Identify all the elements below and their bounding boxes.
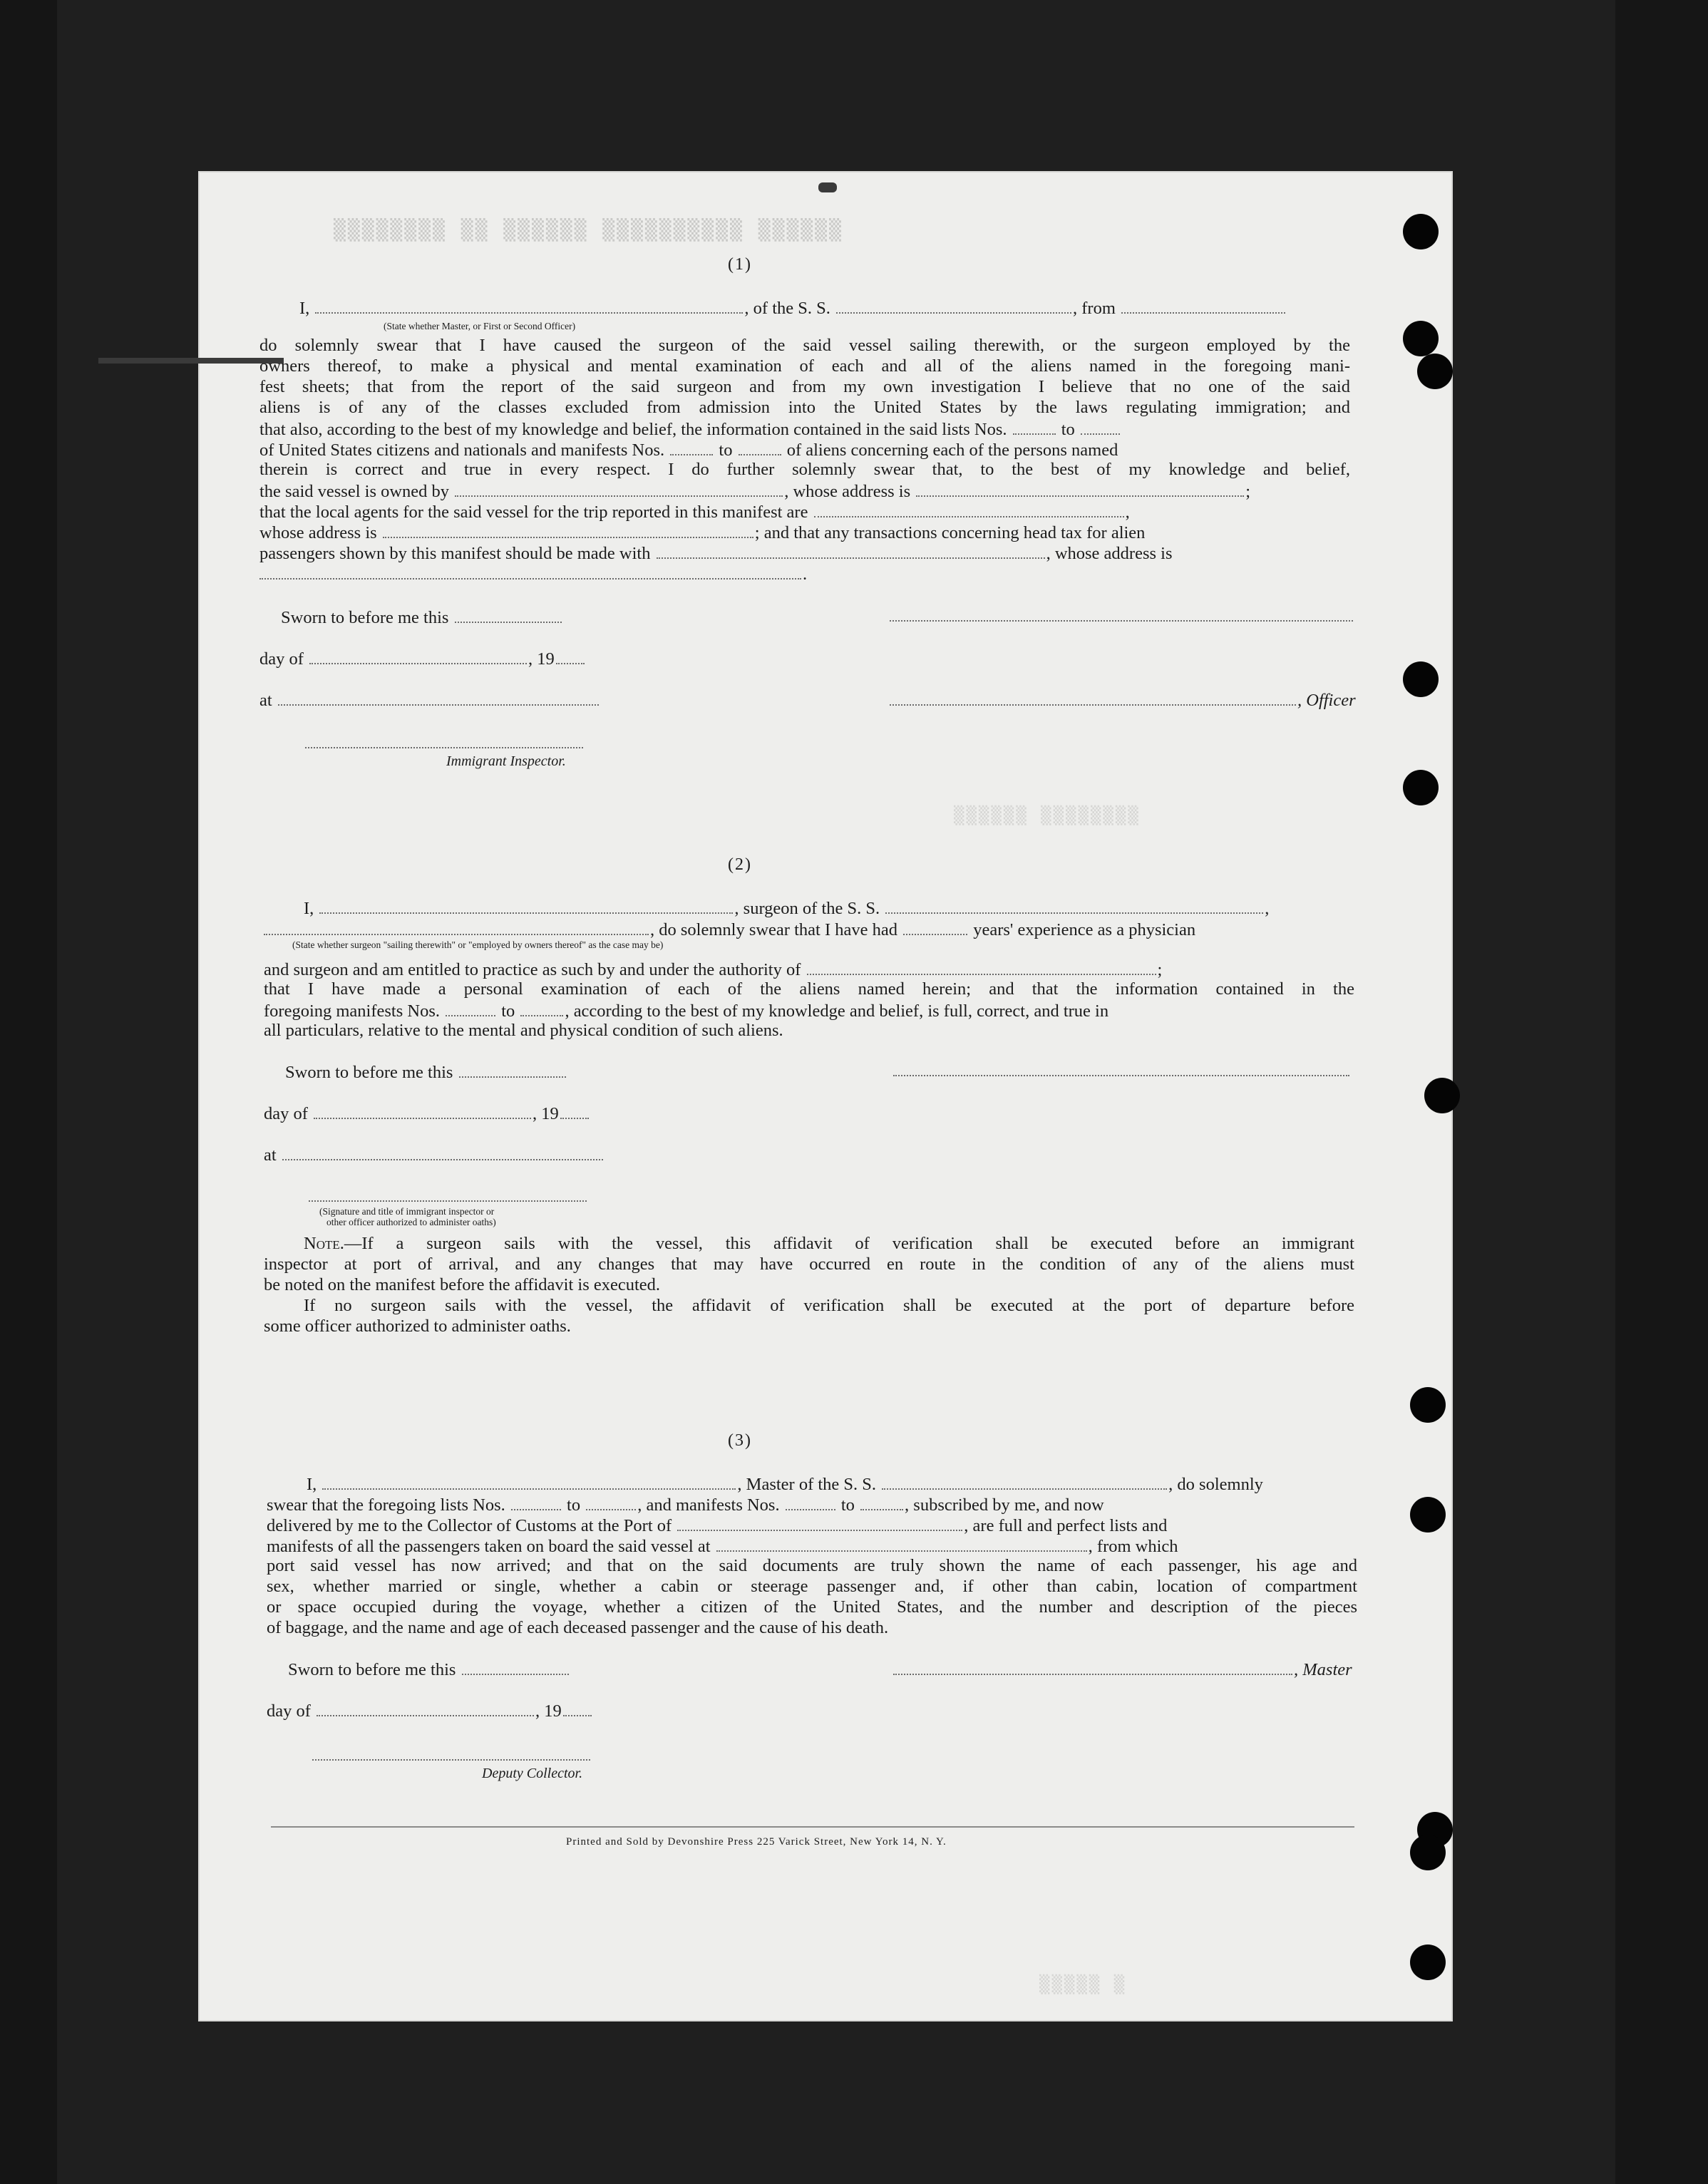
oath-line-11: passengers shown by this manifest should be made with , whose address is <box>259 542 1350 565</box>
s1-sworn-line: Sworn to before me this <box>281 606 563 629</box>
bleed-through-stamp: ▒▒▒▒▒▒ ▒▒▒▒▒▒▒▒ <box>954 805 1141 825</box>
punch-hole <box>1410 1835 1446 1870</box>
oath-line-4: aliens is of any of the classes excluded from admission into the United States by the laws regulating immigration; and <box>259 398 1350 417</box>
s2-signature-caption-1: (Signature and title of immigrant inspector or <box>319 1206 495 1217</box>
officer-name-field[interactable] <box>315 297 743 314</box>
ink-blot <box>818 182 837 192</box>
oath-line-2: owners thereof, to make a physical and mental examination of each and all of the aliens named in the foregoing mani- <box>259 356 1350 376</box>
text-from: , from <box>1073 299 1116 318</box>
scan-scratch <box>98 358 284 364</box>
s3-list-to-field[interactable] <box>586 1493 636 1510</box>
surgeon-caption: (State whether surgeon "sailing therewith" or "employed by owners thereof" as the case may be) <box>292 939 664 950</box>
punch-hole <box>1424 1078 1460 1113</box>
s2-body-line-4: all particulars, relative to the mental and physical condition of such aliens. <box>264 1021 783 1040</box>
oath-line-8: the said vessel is owned by , whose address is ; <box>259 480 1350 503</box>
s3-body-line-7: of baggage, and the name and age of each deceased passenger and the cause of his death. <box>267 1618 889 1637</box>
s1-year-field[interactable] <box>556 647 585 664</box>
list-no-from-field[interactable] <box>1013 418 1056 435</box>
s2-at-line: at <box>264 1143 605 1166</box>
oath-line-1: do solemnly swear that I have caused the surgeon of the said vessel sailing therewith, or the surgeon employed by the <box>259 336 1350 355</box>
footer-rule <box>271 1826 1354 1828</box>
s2-body-line-3: foregoing manifests Nos. to , according to the best of my knowledge and belief, is full, correct, and true in <box>264 999 1354 1022</box>
s3-body-line-1: swear that the foregoing lists Nos. to , and manifests Nos. to , subscribed by me, and now <box>267 1493 1357 1516</box>
s3-body-line-6: or space occupied during the voyage, whether a citizen of the United States, and the number and description of the pieces <box>267 1597 1357 1617</box>
port-of-embarkation-field[interactable] <box>716 1535 1087 1552</box>
s2-manifest-to-field[interactable] <box>520 999 563 1016</box>
s2-year-field[interactable] <box>560 1102 589 1119</box>
note2-line-2: some officer authorized to administer oaths. <box>264 1317 571 1336</box>
surgeon-name-field[interactable] <box>319 897 733 914</box>
bleed-through-header: ▒▒▒▒▒▒▒▒ ▒▒ ▒▒▒▒▒▒ ▒▒▒▒▒▒▒▒▒▒ ▒▒▒▒▒▒ <box>334 218 843 242</box>
oath-line-7: therein is correct and true in every respect. I do further solemnly swear that, to the best of my knowledge and belief, <box>259 460 1350 479</box>
s2-sworn-date-field[interactable] <box>459 1061 566 1078</box>
officer-caption: (State whether Master, or First or Second Officer) <box>384 321 576 331</box>
s3-vessel-name-field[interactable] <box>882 1473 1167 1490</box>
s2-body-line-2: that I have made a personal examination of each of the aliens named herein; and that the information contained in the <box>264 979 1354 999</box>
manifest-no-from-field[interactable] <box>670 438 713 455</box>
head-tax-contact-field[interactable] <box>657 542 1045 559</box>
s1-immigrant-inspector-label: Immigrant Inspector. <box>446 753 566 769</box>
section-3-master-line: I, , Master of the S. S. , do solemnly <box>307 1473 1263 1495</box>
section-1-number: (1) <box>728 255 752 274</box>
s3-sworn-date-field[interactable] <box>462 1658 569 1675</box>
s2-at-place-field[interactable] <box>282 1143 603 1160</box>
s3-month-field[interactable] <box>317 1699 534 1716</box>
s3-sworn-line: Sworn to before me this <box>288 1658 570 1681</box>
section-3-number: (3) <box>728 1431 752 1450</box>
manifest-page <box>198 171 1453 2021</box>
s1-month-field[interactable] <box>309 647 527 664</box>
scan-border-right <box>1615 0 1708 2184</box>
s1-officer-line: , Officer <box>890 689 1356 711</box>
master-name-field[interactable] <box>322 1473 736 1490</box>
section-2-swear-line: , do solemnly swear that I have had years' experience as a physician <box>264 918 1195 941</box>
note-line-2: inspector at port of arrival, and any changes that may have occurred en route in the condition of any of the aliens must <box>264 1255 1354 1274</box>
vessel-name-field[interactable] <box>836 297 1071 314</box>
surgeon-type-field[interactable] <box>264 918 649 935</box>
scan-border-left <box>0 0 57 2184</box>
section-2-surgeon-line: I, , surgeon of the S. S. , <box>304 897 1269 920</box>
s3-day-of-line: day of , 19 <box>267 1699 593 1722</box>
note-line-1: Note.—If a surgeon sails with the vessel, this affidavit of verification shall be executed before an immigrant <box>304 1234 1354 1253</box>
oath-line-6: of United States citizens and nationals and manifests Nos. to of aliens concerning each of the persons named <box>259 438 1350 461</box>
s3-master-signature-field[interactable] <box>893 1658 1292 1675</box>
oath-line-3: fest sheets; that from the report of the said surgeon and from my own investigation I believe that no one of the said <box>259 377 1350 396</box>
s3-body-line-2: delivered by me to the Collector of Customs at the Port of , are full and perfect lists and <box>267 1514 1357 1537</box>
port-of-customs-field[interactable] <box>677 1514 962 1531</box>
s1-sworn-date-field[interactable] <box>455 606 562 623</box>
s2-body-line-1: and surgeon and am entitled to practice as such by and under the authority of ; <box>264 958 1354 981</box>
owner-address-field[interactable] <box>916 480 1244 497</box>
head-tax-address-field[interactable] <box>259 562 801 580</box>
s3-body-line-4: port said vessel has now arrived; and that on the said documents are truly shown the name of each passenger, his age and <box>267 1556 1357 1575</box>
s2-sworn-line: Sworn to before me this <box>285 1061 567 1083</box>
years-experience-field[interactable] <box>903 918 967 935</box>
s2-month-field[interactable] <box>314 1102 531 1119</box>
punch-hole <box>1410 1497 1446 1533</box>
s2-vessel-name-field[interactable] <box>885 897 1263 914</box>
bleed-through-bottom: ▒▒▒▒▒ ▒ <box>1039 1974 1127 1994</box>
agents-address-field[interactable] <box>383 521 753 538</box>
s3-body-line-5: sex, whether married or single, whether a cabin or steerage passenger and, if other than cabin, location of compartment <box>267 1577 1357 1596</box>
practice-authority-field[interactable] <box>807 958 1156 975</box>
s3-list-from-field[interactable] <box>511 1493 561 1510</box>
s1-officer-signature-line[interactable] <box>890 620 1353 622</box>
punch-hole <box>1403 214 1439 249</box>
s1-officer-title-field[interactable] <box>890 689 1296 706</box>
punch-hole <box>1410 1387 1446 1423</box>
note-line-3: be noted on the manifest before the affidavit is executed. <box>264 1275 661 1294</box>
s1-at-place-field[interactable] <box>278 689 599 706</box>
s1-inspector-signature-line[interactable] <box>305 747 583 748</box>
s1-at-line: at <box>259 689 600 711</box>
s3-manifest-from-field[interactable] <box>786 1493 835 1510</box>
oath-line-9: that the local agents for the said vessel for the trip reported in this manifest are , <box>259 500 1350 523</box>
deputy-collector-label: Deputy Collector. <box>482 1766 583 1781</box>
s3-collector-signature-line[interactable] <box>312 1759 590 1761</box>
s2-day-of-line: day of , 19 <box>264 1102 590 1125</box>
s2-inspector-signature-line[interactable] <box>309 1200 587 1202</box>
s1-day-of-line: day of , 19 <box>259 647 586 670</box>
s3-manifest-to-field[interactable] <box>860 1493 903 1510</box>
note2-line-1: If no surgeon sails with the vessel, the affidavit of verification shall be executed at the port of departure before <box>304 1296 1354 1315</box>
local-agents-field[interactable] <box>814 500 1124 517</box>
section-2-number: (2) <box>728 855 752 874</box>
punch-hole <box>1403 661 1439 697</box>
punch-hole <box>1417 354 1453 389</box>
text-i: I, <box>299 299 310 318</box>
punch-hole <box>1403 770 1439 805</box>
list-no-to-field[interactable] <box>1081 418 1120 435</box>
punch-hole <box>1403 321 1439 356</box>
manifest-no-to-field[interactable] <box>739 438 781 455</box>
s3-year-field[interactable] <box>563 1699 592 1716</box>
s3-master-signature-line: , Master <box>893 1658 1352 1681</box>
oath-line-5: that also, according to the best of my knowledge and belief, the information contained in the said lists Nos. to <box>259 418 1350 441</box>
printer-imprint: Printed and Sold by Devonshire Press 225 Varick Street, New York 14, N. Y. <box>566 1836 947 1848</box>
s2-manifest-from-field[interactable] <box>446 999 495 1016</box>
s3-body-line-3: manifests of all the passengers taken on board the said vessel at , from which <box>267 1535 1357 1557</box>
text-of-ss: , of the S. S. <box>744 299 830 318</box>
port-from-field[interactable] <box>1121 297 1285 314</box>
s2-signature-caption-2: other officer authorized to administer oaths) <box>326 1217 496 1227</box>
oath-line-12: . <box>259 562 807 585</box>
vessel-owner-field[interactable] <box>455 480 783 497</box>
section-1-officer-line <box>299 297 1287 319</box>
punch-hole <box>1410 1945 1446 1980</box>
s2-surgeon-signature-line[interactable] <box>893 1075 1349 1076</box>
oath-line-10: whose address is ; and that any transactions concerning head tax for alien <box>259 521 1350 544</box>
